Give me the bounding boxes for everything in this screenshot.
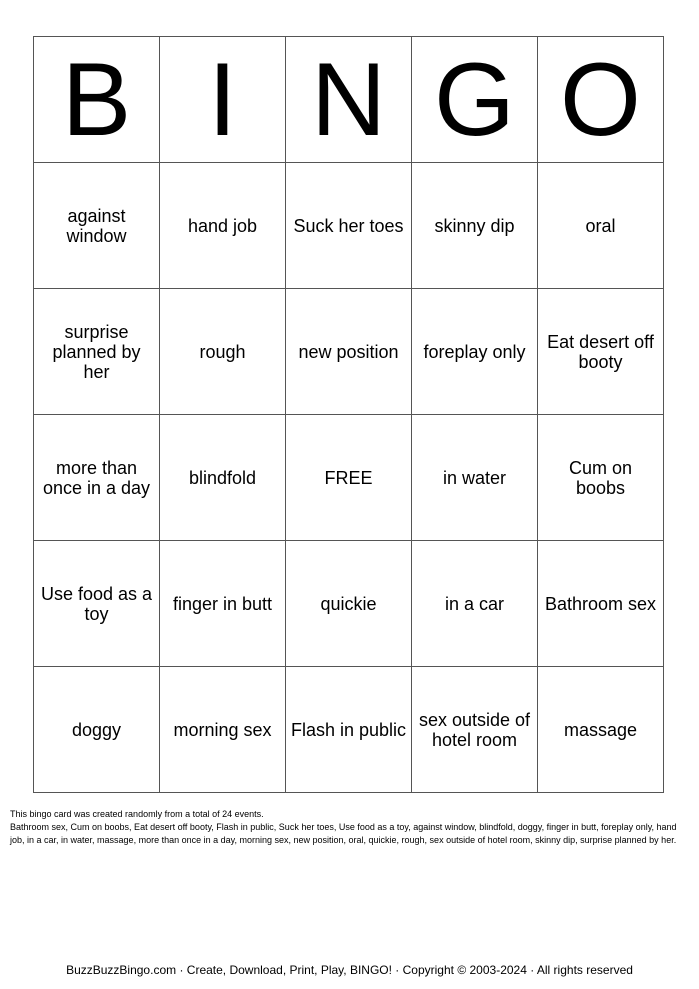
note-event-list: Bathroom sex, Cum on boobs, Eat desert off booty, Flash in public, Suck her toes, Use food as a toy, against window, blindfold, doggy, finger in butt, foreplay only, hand job, in a car, in water, massage, more than once in a day, morning sex, new position, oral, quickie, rough, sex outside of hotel room, skinny dip, surprise planned by her. xyxy=(10,822,677,845)
card-cell: in a car xyxy=(412,541,538,667)
header-letter-o: O xyxy=(538,37,664,163)
header-letter-b: B xyxy=(34,37,160,163)
card-row xyxy=(34,163,664,289)
header-letter-i: I xyxy=(160,37,286,163)
header-letter-n: N xyxy=(286,37,412,163)
card-cell: sex outside of hotel room xyxy=(412,667,538,793)
note-summary: This bingo card was created randomly from a total of 24 events. xyxy=(10,809,264,819)
card-row xyxy=(34,667,664,793)
header-row xyxy=(34,37,664,163)
header-letter-g: G xyxy=(412,37,538,163)
card-cell: skinny dip xyxy=(412,163,538,289)
card-cell: Eat desert off booty xyxy=(538,289,664,415)
card-row xyxy=(34,541,664,667)
card-row xyxy=(34,415,664,541)
card-cell: blindfold xyxy=(160,415,286,541)
card-cell: Bathroom sex xyxy=(538,541,664,667)
card-cell: Flash in public xyxy=(286,667,412,793)
card-cell: Cum on boobs xyxy=(538,415,664,541)
footer-text: BuzzBuzzBingo.com · Create, Download, Print, Play, BINGO! · Copyright © 2003-2024 · All rights reserved xyxy=(66,963,633,977)
card-cell: against window xyxy=(34,163,160,289)
card-cell: doggy xyxy=(34,667,160,793)
card-cell: new position xyxy=(286,289,412,415)
card-cell: morning sex xyxy=(160,667,286,793)
card-cell: in water xyxy=(412,415,538,541)
card-cell: quickie xyxy=(286,541,412,667)
card-cell: more than once in a day xyxy=(34,415,160,541)
card-cell: oral xyxy=(538,163,664,289)
card-cell: Suck her toes xyxy=(286,163,412,289)
card-cell: massage xyxy=(538,667,664,793)
card-cell: rough xyxy=(160,289,286,415)
card-cell: foreplay only xyxy=(412,289,538,415)
card-cell: hand job xyxy=(160,163,286,289)
card-cell: surprise planned by her xyxy=(34,289,160,415)
free-cell: FREE xyxy=(286,415,412,541)
bingo-card xyxy=(33,36,664,793)
event-list-note xyxy=(10,808,690,847)
card-row xyxy=(34,289,664,415)
card-cell: finger in butt xyxy=(160,541,286,667)
card-cell: Use food as a toy xyxy=(34,541,160,667)
